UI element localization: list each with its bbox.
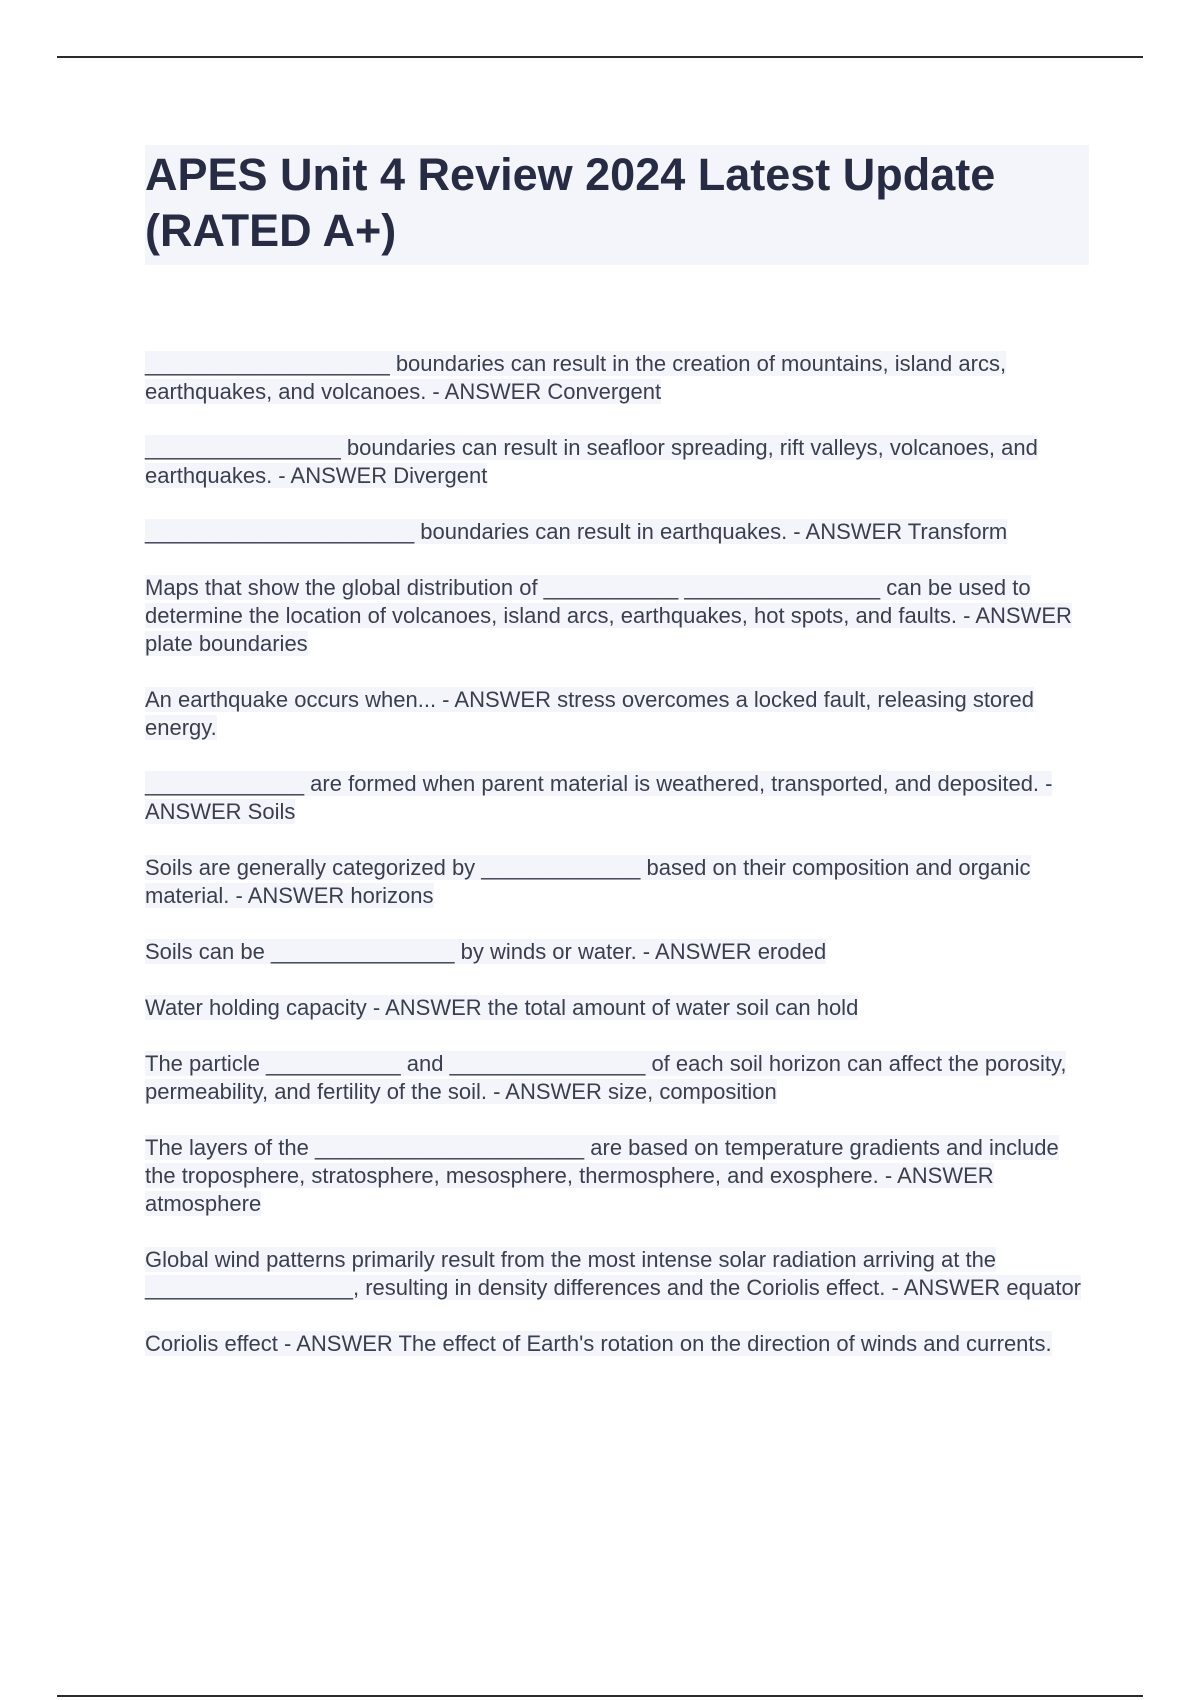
qa-item (145, 574, 1089, 658)
qa-text: _____________ are formed when parent material is weathered, transported, and deposited. - ANSWER Soils (145, 771, 1053, 824)
qa-text: Coriolis effect - ANSWER The effect of Earth's rotation on the direction of winds and currents. (145, 1331, 1052, 1356)
qa-item (145, 1246, 1089, 1302)
top-rule (57, 56, 1143, 58)
qa-item (145, 1050, 1089, 1106)
qa-item (145, 994, 1089, 1022)
qa-text: The particle ___________ and ________________ of each soil horizon can affect the porosity, permeability, and fertility of the soil. - ANSWER size, composition (145, 1051, 1067, 1104)
document-body (145, 145, 1089, 1386)
qa-text: An earthquake occurs when... - ANSWER stress overcomes a locked fault, releasing stored energy. (145, 687, 1034, 740)
qa-text: Soils are generally categorized by _____________ based on their composition and organic material. - ANSWER horizons (145, 855, 1031, 908)
qa-text: The layers of the ______________________ are based on temperature gradients and include the troposphere, stratosphere, mesosphere, thermosphere, and exosphere. - ANSWER atmosphere (145, 1135, 1059, 1216)
qa-text: ________________ boundaries can result in seafloor spreading, rift valleys, volcanoes, and earthquakes. - ANSWER Divergent (145, 435, 1038, 488)
qa-item (145, 434, 1089, 490)
qa-item (145, 770, 1089, 826)
qa-text: Soils can be _______________ by winds or water. - ANSWER eroded (145, 939, 827, 964)
qa-text: Global wind patterns primarily result from the most intense solar radiation arriving at the _________________, resulting in density differences and the Coriolis effect. - ANSWER equator (145, 1247, 1081, 1300)
qa-text: Water holding capacity - ANSWER the total amount of water soil can hold (145, 995, 859, 1020)
qa-item (145, 1330, 1089, 1358)
qa-text: Maps that show the global distribution of ___________ ________________ can be used to determine the location of volcanoes, island arcs, earthquakes, hot spots, and faults. - ANSWER plate boundaries (145, 575, 1072, 656)
qa-item (145, 686, 1089, 742)
qa-item (145, 518, 1089, 546)
qa-text: ______________________ boundaries can result in earthquakes. - ANSWER Transform (145, 519, 1008, 544)
qa-item (145, 1134, 1089, 1218)
qa-item (145, 938, 1089, 966)
qa-item (145, 350, 1089, 406)
document-title: APES Unit 4 Review 2024 Latest Update (RATED A+) (145, 145, 1089, 265)
bottom-rule (57, 1695, 1143, 1697)
qa-list (145, 350, 1089, 1358)
qa-item (145, 854, 1089, 910)
qa-text: ____________________ boundaries can result in the creation of mountains, island arcs, earthquakes, and volcanoes. - ANSWER Convergent (145, 351, 1007, 404)
